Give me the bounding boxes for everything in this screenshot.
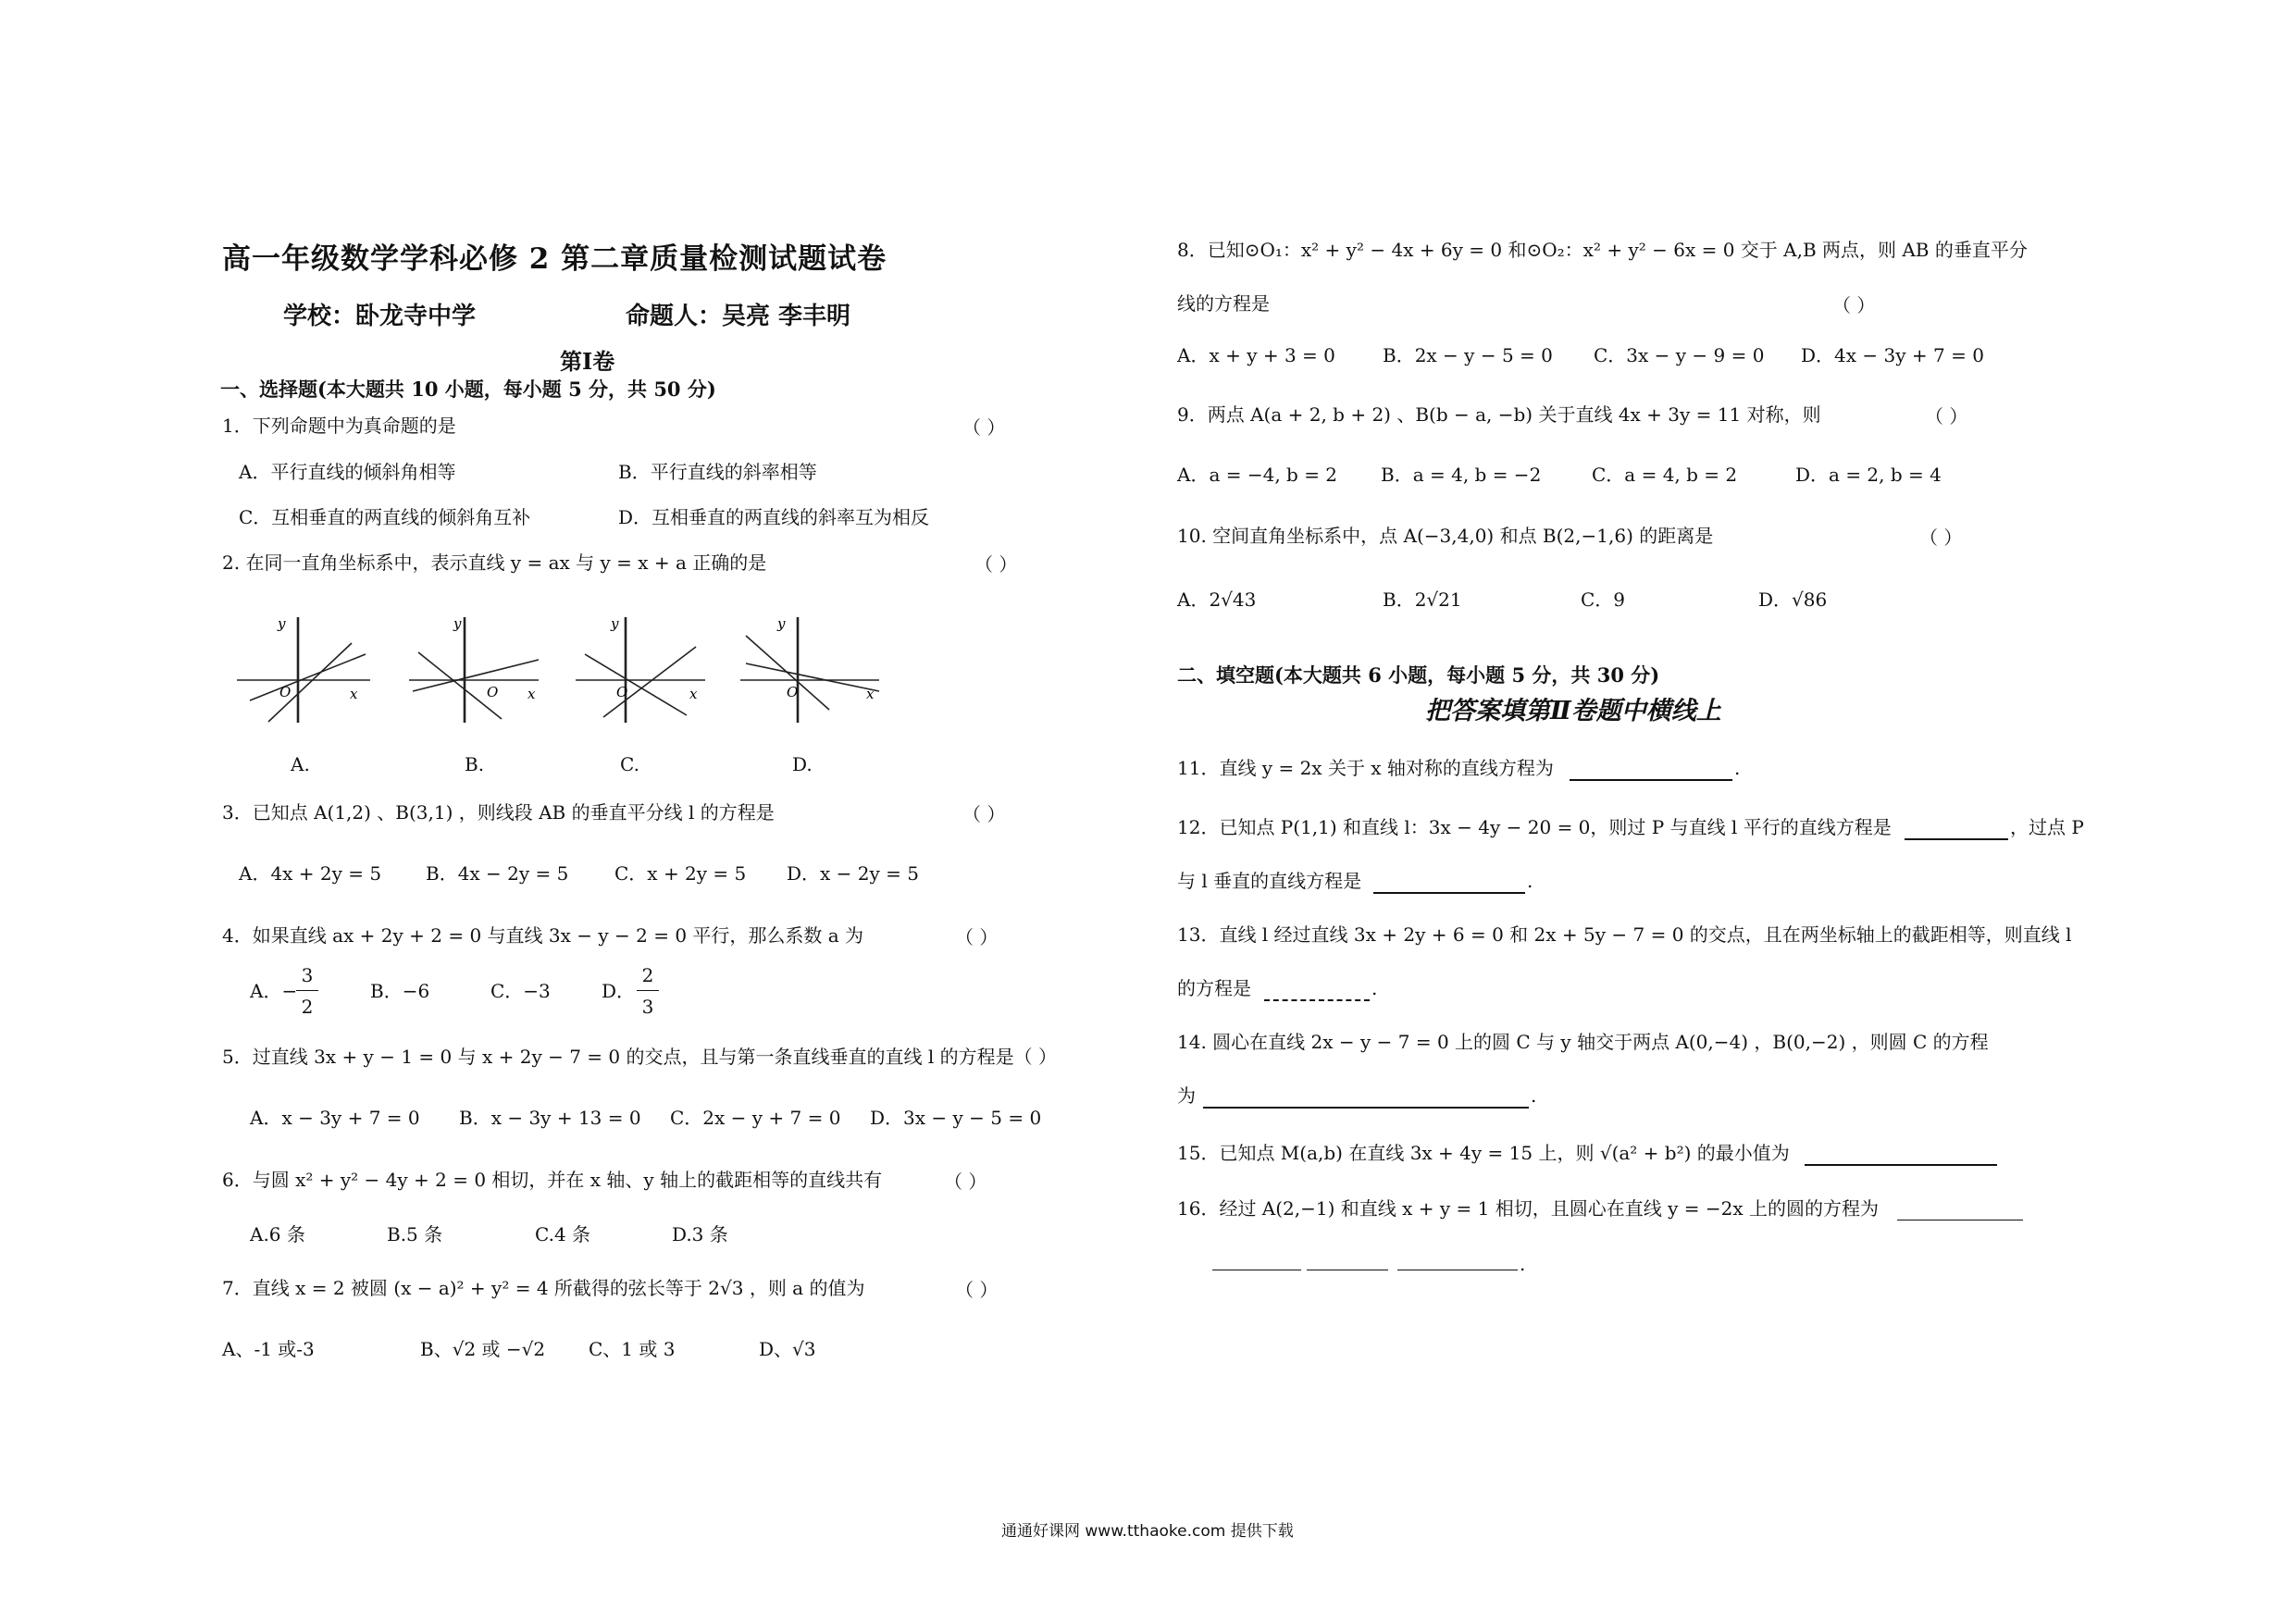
q12-mid: ，过点 P	[2010, 816, 2084, 838]
question-16-stem: 16．经过 A(2,−1) 和直线 x + y = 1 相切，且圆心在直线 y = −2x 上的圆的方程为	[1177, 1197, 1879, 1220]
q12-answer-blank-1[interactable]	[1905, 818, 2008, 840]
question-5-stem: 5．过直线 3x + y − 1 = 0 与 x + 2y − 7 = 0 的交点，且与第一条直线垂直的直线 l 的方程是（ ）	[222, 1046, 1057, 1068]
q10-option-b: B．2√21	[1383, 588, 1462, 611]
answer-paren: （ ）	[944, 1171, 987, 1193]
q7-option-c: C、1 或 3	[589, 1338, 676, 1360]
q2-label-c: C.	[620, 753, 639, 775]
graph-d-line-1	[746, 663, 879, 691]
graph-d-x-label: x	[866, 686, 875, 702]
answer-paren: （ ）	[955, 1279, 999, 1301]
q7-option-b: B、√2 或 −√2	[420, 1338, 546, 1360]
q4-a-fraction-bar	[296, 990, 318, 991]
q1-option-d: D．互相垂直的两直线的斜率互为相反	[618, 506, 930, 528]
answer-paren: （ ）	[974, 553, 1018, 576]
exam-title: 高一年级数学学科必修 2 第二章质量检测试题试卷	[222, 242, 887, 276]
graph-a-x-label: x	[350, 686, 358, 702]
graph-a-line-2	[250, 654, 366, 700]
q9-option-d: D．a = 2, b = 4	[1795, 464, 1942, 486]
question-4-stem: 4．如果直线 ax + 2y + 2 = 0 与直线 3x − y − 2 = 0 平行，那么系数 a 为	[222, 924, 864, 947]
q10-option-a: A．2√43	[1177, 588, 1257, 611]
q5-option-c: C．2x − y + 7 = 0	[670, 1107, 841, 1129]
q12-end: .	[1527, 870, 1533, 892]
question-9-stem: 9．两点 A(a + 2, b + 2) 、B(b − a, −b) 关于直线 4x + 3y = 11 对称，则	[1177, 403, 1821, 426]
q9-option-a: A．a = −4, b = 2	[1177, 464, 1338, 486]
graph-a-y-label: y	[278, 615, 286, 632]
q8-option-a: A．x + y + 3 = 0	[1177, 344, 1335, 366]
q15-answer-blank[interactable]	[1805, 1144, 1997, 1166]
question-11-stem: 11．直线 y = 2x 关于 x 轴对称的直线方程为	[1177, 757, 1554, 779]
question-12-line2: 与 l 垂直的直线方程是	[1177, 870, 1362, 892]
q10-option-d: D．√86	[1758, 588, 1828, 611]
q10-option-c: C．9	[1581, 588, 1626, 611]
q11-end: .	[1734, 757, 1741, 779]
q2-label-a: A.	[291, 753, 310, 775]
graph-b-y-label: y	[453, 615, 462, 632]
question-1-stem: 1．下列命题中为真命题的是	[222, 415, 456, 437]
q1-option-c: C．互相垂直的两直线的倾斜角互补	[239, 506, 531, 528]
q6-option-c: C.4 条	[535, 1223, 591, 1245]
question-13-stem: 13．直线 l 经过直线 3x + 2y + 6 = 0 和 2x + 5y − 7 = 0 的交点，且在两坐标轴上的截距相等，则直线 l	[1177, 923, 2072, 946]
q4-a-numerator: 3	[301, 964, 314, 986]
q6-option-d: D.3 条	[672, 1223, 728, 1245]
footer-source: 通通好课网 www.tthaoke.com 提供下载	[1001, 1522, 1294, 1541]
authors-label: 命题人：吴亮 李丰明	[626, 303, 851, 330]
graph-c-x-label: x	[689, 686, 698, 702]
q8-option-b: B．2x − y − 5 = 0	[1383, 344, 1553, 366]
q5-option-a: A．x − 3y + 7 = 0	[250, 1107, 420, 1129]
graph-b-origin: O	[487, 684, 499, 700]
q1-option-a: A．平行直线的倾斜角相等	[239, 461, 456, 483]
q4-a-denominator: 2	[301, 996, 314, 1018]
graph-b-line-2	[413, 660, 539, 691]
volume-one-heading: 第Ⅰ卷	[560, 348, 615, 375]
question-3-stem: 3．已知点 A(1,2) 、B(3,1) ，则线段 AB 的垂直平分线 l 的方程是	[222, 801, 775, 824]
school-label: 学校：卧龙寺中学	[283, 303, 477, 330]
q16-end: .	[1520, 1253, 1526, 1275]
q5-option-b: B．x − 3y + 13 = 0	[459, 1107, 641, 1129]
answer-paren: （ ）	[962, 416, 1006, 439]
question-6-stem: 6．与圆 x² + y² − 4y + 2 = 0 相切，并在 x 轴、y 轴上的截距相等的直线共有	[222, 1169, 883, 1191]
q4-option-b: B．−6	[370, 980, 430, 1002]
question-2-stem: 2. 在同一直角坐标系中，表示直线 y = ax 与 y = x + a 正确的是	[222, 551, 767, 574]
section-one-heading: 一、选择题(本大题共 10 小题，每小题 5 分，共 50 分)	[220, 378, 716, 401]
section-two-note: 把答案填第Ⅱ卷题中横线上	[1425, 697, 1721, 725]
q4-d-fraction-bar	[637, 990, 659, 991]
q12-answer-blank-2[interactable]	[1373, 872, 1525, 894]
question-13-line2: 的方程是	[1177, 977, 1251, 999]
q4-option-a: A．−	[250, 980, 298, 1002]
q8-option-c: C．3x − y − 9 = 0	[1594, 344, 1765, 366]
q4-option-c: C．−3	[490, 980, 551, 1002]
q13-end: .	[1371, 977, 1378, 999]
section-two-heading: 二、填空题(本大题共 6 小题，每小题 5 分，共 30 分)	[1177, 663, 1660, 687]
q3-option-c: C．x + 2y = 5	[614, 862, 747, 885]
q9-option-c: C．a = 4, b = 2	[1592, 464, 1738, 486]
answer-paren: （ ）	[1925, 405, 1968, 427]
q14-end: .	[1531, 1084, 1537, 1107]
q3-option-a: A．4x + 2y = 5	[239, 862, 382, 885]
graph-c-line-2	[603, 647, 696, 717]
q9-option-b: B．a = 4, b = −2	[1381, 464, 1542, 486]
q4-option-d: D．	[602, 980, 636, 1002]
q2-graphs	[231, 606, 888, 736]
graph-a-line-1	[268, 643, 352, 722]
question-10-stem: 10. 空间直角坐标系中，点 A(−3,4,0) 和点 B(2,−1,6) 的距离是	[1177, 525, 1714, 547]
q4-d-denominator: 3	[641, 996, 654, 1018]
q7-option-d: D、√3	[759, 1338, 816, 1360]
q1-option-b: B．平行直线的斜率相等	[618, 461, 817, 483]
question-12-stem: 12．已知点 P(1,1) 和直线 l：3x − 4y − 20 = 0，则过 P 与直线 l 平行的直线方程是	[1177, 816, 1892, 838]
q11-answer-blank[interactable]	[1570, 759, 1732, 781]
graph-a-origin: O	[279, 684, 292, 700]
graph-b-x-label: x	[527, 686, 536, 702]
q13-answer-blank[interactable]	[1264, 979, 1370, 1001]
q6-option-b: B.5 条	[387, 1223, 443, 1245]
question-14-line2: 为	[1177, 1084, 1196, 1107]
q7-option-a: A、-1 或-3	[222, 1338, 315, 1360]
q14-answer-blank[interactable]	[1203, 1086, 1529, 1109]
answer-paren: （ ）	[1832, 294, 1876, 316]
q3-option-d: D．x − 2y = 5	[787, 862, 920, 885]
graph-c-y-label: y	[611, 615, 619, 632]
q4-d-numerator: 2	[641, 964, 654, 986]
answer-paren: （ ）	[962, 803, 1006, 825]
graph-a	[237, 617, 370, 723]
question-8-stem: 8．已知⊙O₁：x² + y² − 4x + 6y = 0 和⊙O₂：x² + y² − 6x = 0 交于 A,B 两点，则 AB 的垂直平分	[1177, 239, 2028, 261]
answer-paren: （ ）	[1919, 527, 1963, 549]
q8-option-d: D．4x − 3y + 7 = 0	[1801, 344, 1984, 366]
answer-paren: （ ）	[955, 926, 999, 948]
question-8-stem-cont: 线的方程是	[1177, 292, 1270, 315]
graph-d-origin: O	[787, 684, 799, 700]
q5-option-d: D．3x − y − 5 = 0	[870, 1107, 1042, 1129]
q2-label-b: B.	[465, 753, 485, 775]
q6-option-a: A.6 条	[250, 1223, 305, 1245]
graph-d-y-label: y	[777, 615, 786, 632]
graph-c	[576, 617, 705, 723]
question-15-stem: 15．已知点 M(a,b) 在直线 3x + 4y = 15 上，则 √(a² + b²) 的最小值为	[1177, 1142, 1790, 1164]
q3-option-b: B．4x − 2y = 5	[426, 862, 569, 885]
question-14-stem: 14. 圆心在直线 2x − y − 7 = 0 上的圆 C 与 y 轴交于两点 A(0,−4) ，B(0,−2) ，则圆 C 的方程	[1177, 1031, 1989, 1053]
graph-c-line-1	[585, 654, 687, 715]
q2-label-d: D.	[792, 753, 813, 775]
graph-d	[740, 617, 879, 723]
graph-b	[409, 617, 539, 723]
graph-c-origin: O	[616, 684, 628, 700]
question-7-stem: 7．直线 x = 2 被圆 (x − a)² + y² = 4 所截得的弦长等于 2√3 ，则 a 的值为	[222, 1277, 865, 1299]
